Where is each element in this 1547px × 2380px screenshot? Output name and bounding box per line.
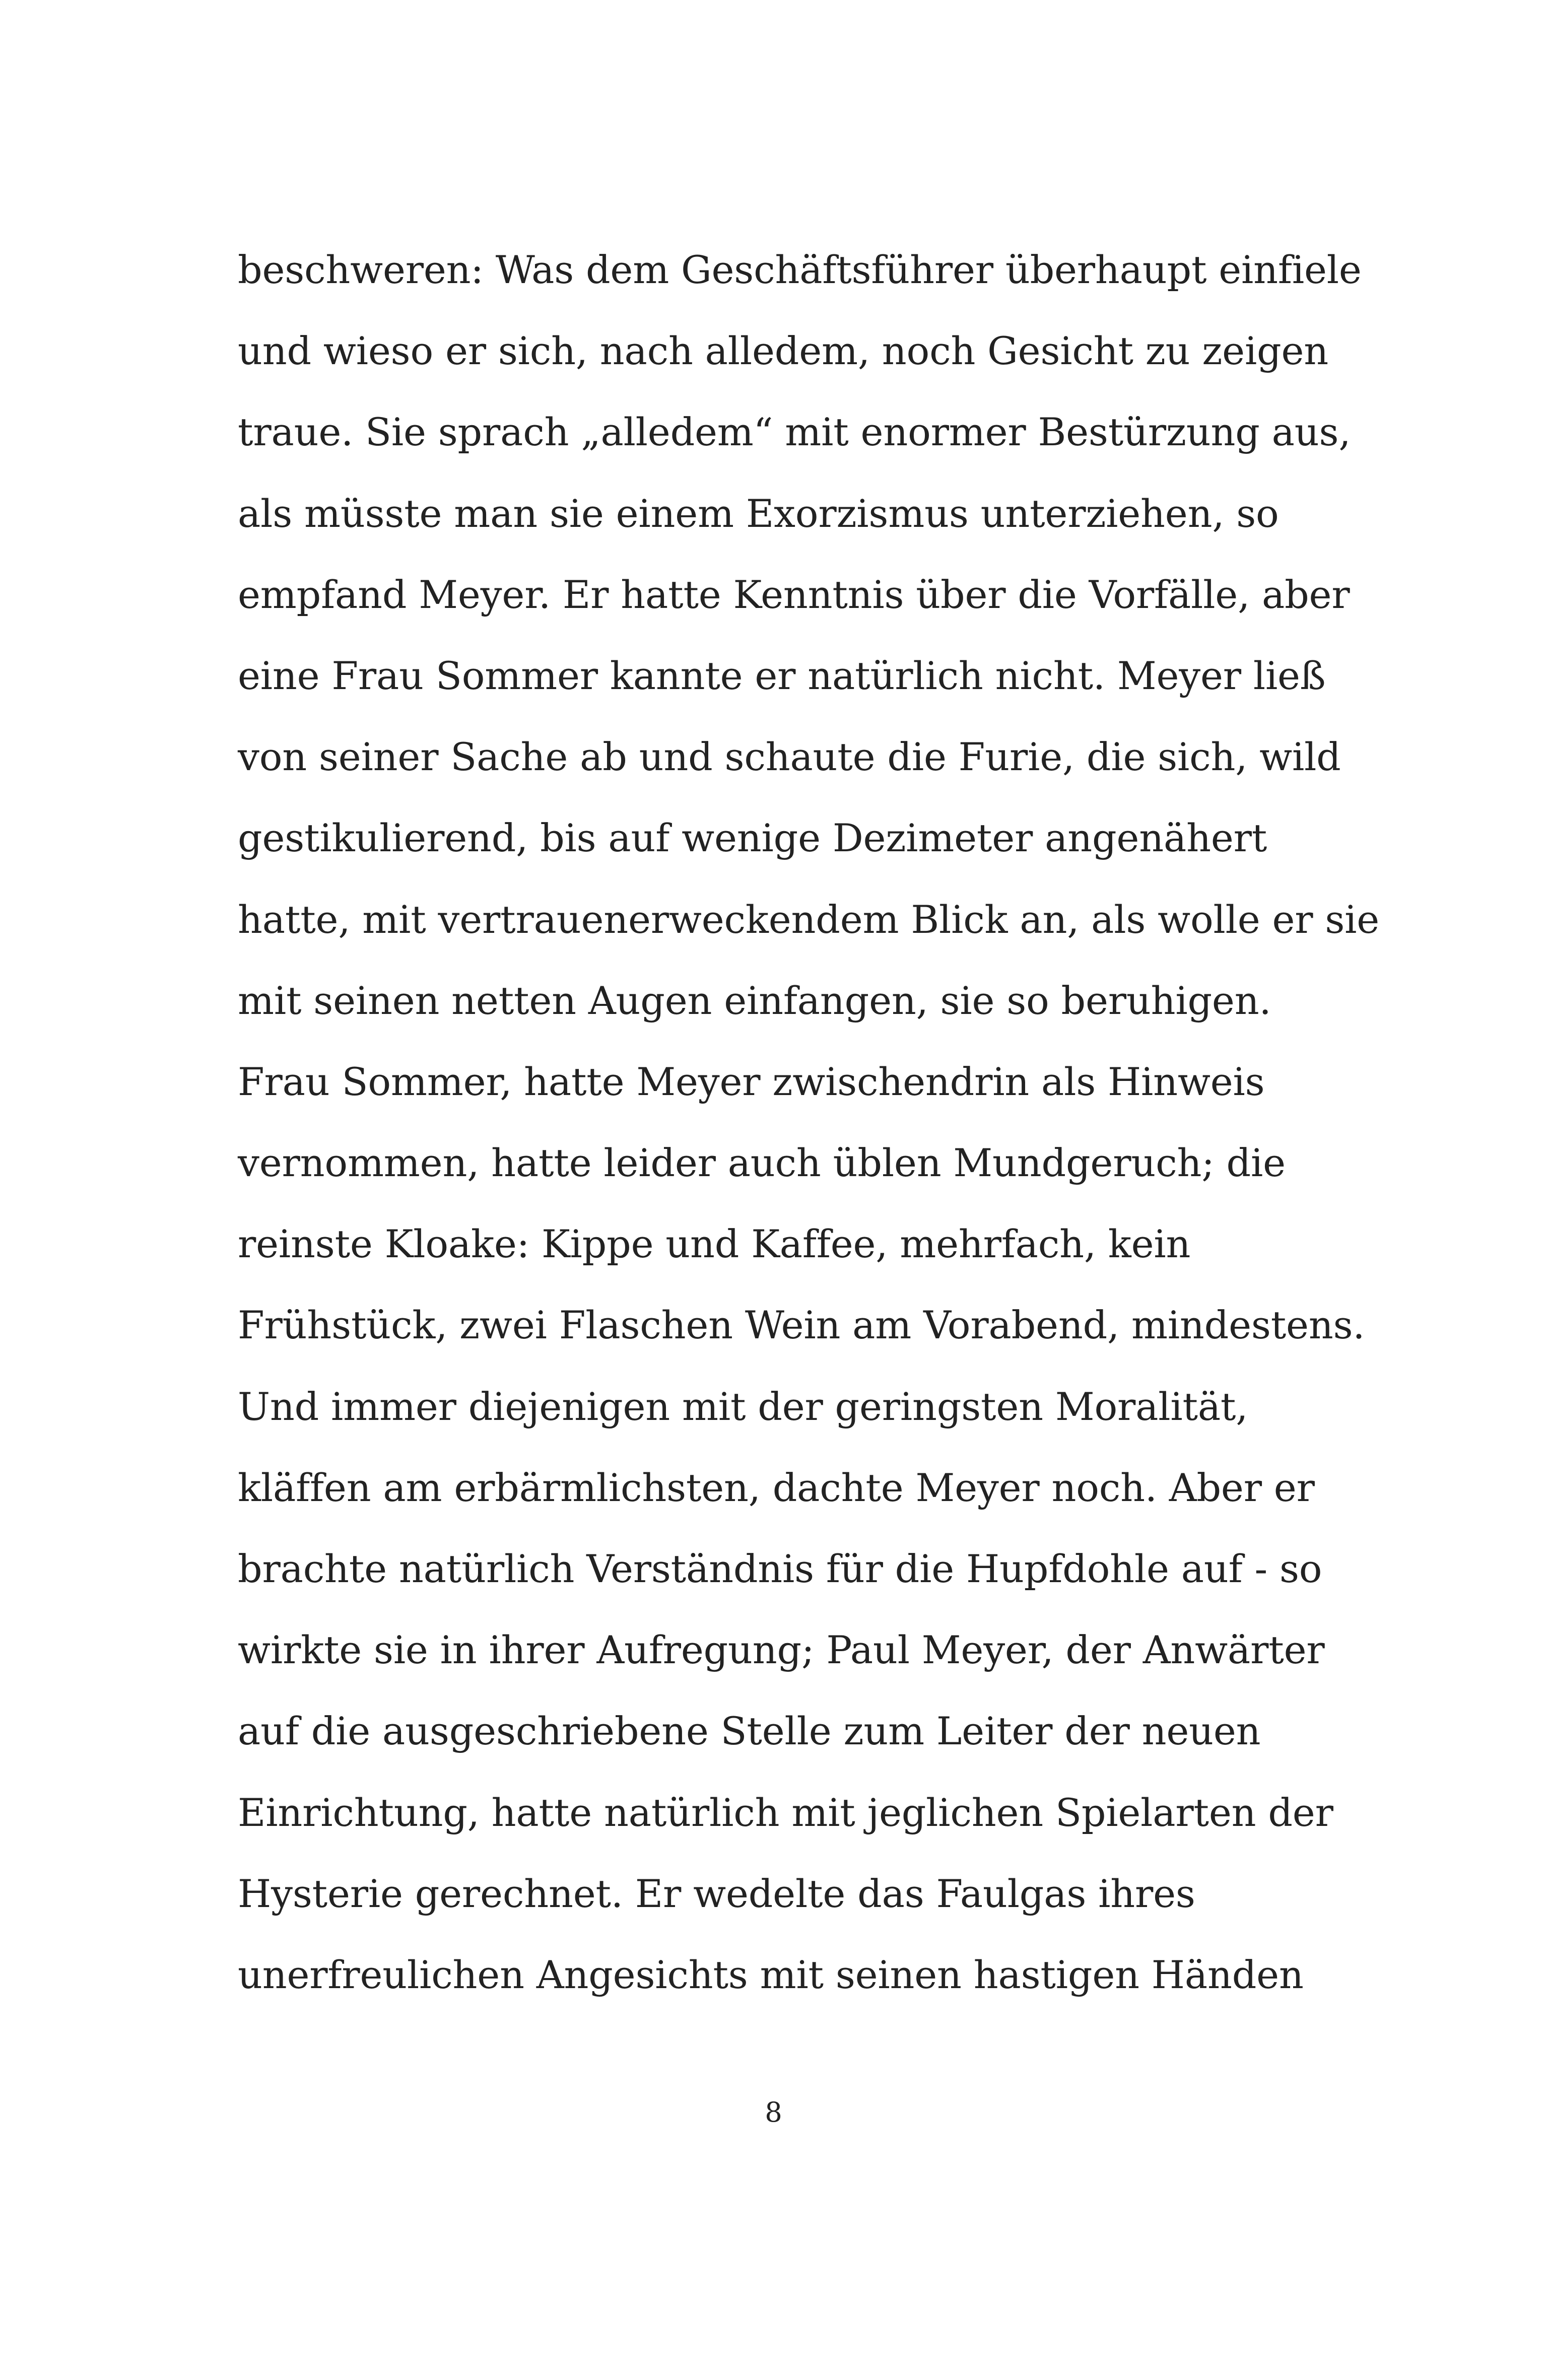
text-line: Und immer diejenigen mit der geringsten Moralität, <box>238 1384 1248 1429</box>
text-line: und wieso er sich, nach alledem, noch Gesicht zu zeigen <box>238 328 1329 374</box>
text-line: wirkte sie in ihrer Aufregung; Paul Meyer, der Anwärter <box>238 1627 1325 1673</box>
text-line: unerfreulichen Angesichts mit seinen hastigen Händen <box>238 1952 1304 1997</box>
text-line: hatte, mit vertrauenerweckendem Blick an, als wolle er sie <box>238 897 1380 942</box>
text-line: Hysterie gerechnet. Er wedelte das Faulgas ihres <box>238 1871 1195 1916</box>
text-line: vernommen, hatte leider auch üblen Mundgeruch; die <box>238 1140 1286 1186</box>
text-line: empfand Meyer. Er hatte Kenntnis über die Vorfälle, aber <box>238 572 1350 617</box>
text-line: brachte natürlich Verständnis für die Hupfdohle auf - so <box>238 1546 1322 1591</box>
text-line: Frühstück, zwei Flaschen Wein am Vorabend, mindestens. <box>238 1303 1365 1348</box>
body-text <box>238 238 1396 2024</box>
text-line: reinste Kloake: Kippe und Kaffee, mehrfach, kein <box>238 1221 1191 1267</box>
text-line: von seiner Sache ab und schaute die Furie, die sich, wild <box>238 734 1341 780</box>
text-line: mit seinen netten Augen einfangen, sie so beruhigen. <box>238 978 1271 1023</box>
page-number: 8 <box>765 2096 782 2128</box>
text-line: gestikulierend, bis auf wenige Dezimeter angenähert <box>238 815 1267 861</box>
text-line: als müsste man sie einem Exorzismus unterziehen, so <box>238 491 1279 536</box>
text-line: auf die ausgeschriebene Stelle zum Leiter der neuen <box>238 1709 1261 1754</box>
text-line: eine Frau Sommer kannte er natürlich nicht. Meyer ließ <box>238 653 1326 698</box>
text-line: Frau Sommer, hatte Meyer zwischendrin als Hinweis <box>238 1059 1265 1104</box>
text-line: beschweren: Was dem Geschäftsführer überhaupt einfiele <box>238 247 1362 292</box>
text-line: Einrichtung, hatte natürlich mit jeglichen Spielarten der <box>238 1790 1333 1835</box>
text-line: kläffen am erbärmlichsten, dachte Meyer noch. Aber er <box>238 1465 1315 1510</box>
text-line: traue. Sie sprach „alledem“ mit enormer Bestürzung aus, <box>238 410 1351 455</box>
